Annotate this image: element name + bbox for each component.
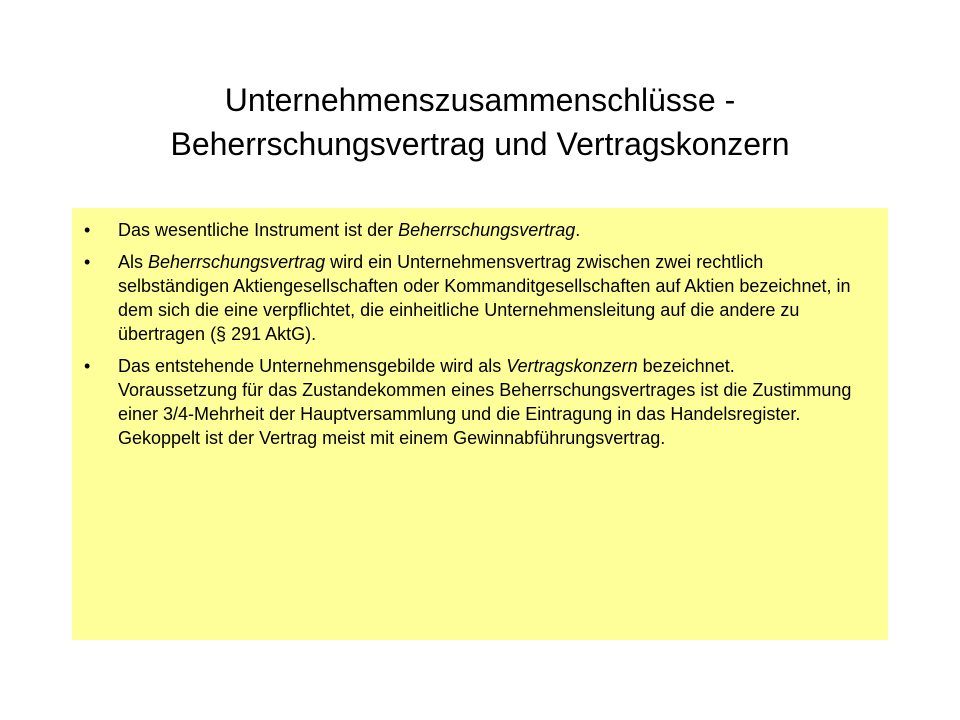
slide-title-line-1: Unternehmenszusammenschlüsse - [224,82,736,118]
bullet-text-part: wird ein Unternehmensvertrag zwischen zwei rechtlich selbständigen Aktiengesellschaften oder Kommanditgesellschaften auf Aktien bezeichnet, in dem sich die eine verpflichtet, die einheitliche Unternehmensleitung auf die andere zu übertragen (§ 291 AktG). [118,252,851,344]
bullet-item [84,354,858,450]
content-box [72,208,888,640]
bullet-text-part: . [575,220,581,240]
bullet-text [118,220,580,240]
bullet-text-part: Als [118,252,149,272]
bullet-list [84,218,858,450]
bullet-marker: • [84,252,91,272]
slide-title [60,78,900,166]
bullet-marker: • [84,220,91,240]
bullet-text [118,252,850,344]
bullet-text-emphasis: Beherrschungsvertrag [148,252,326,272]
bullet-text-part: bezeichnet. Voraussetzung für das Zustandekommen eines Beherrschungsvertrages ist die Zustimmung einer 3/4-Mehrheit der Hauptversammlung und die Eintragung in das Handelsregister. Gekoppelt ist der Vertrag meist mit einem Gewinnabführungsvertrag. [118,356,852,448]
slide-title-line-2: Beherrschungsvertrag und Vertragskonzern [170,126,790,162]
bullet-item [84,250,858,346]
bullet-text-emphasis: Vertragskonzern [506,356,638,376]
bullet-text-part: Das entstehende Unternehmensgebilde wird als [118,356,507,376]
bullet-marker: • [84,356,91,376]
bullet-text-emphasis: Beherrschungsvertrag [398,220,576,240]
bullet-item [84,218,858,242]
bullet-text [118,356,851,448]
bullet-text-part: Das wesentliche Instrument ist der [118,220,399,240]
